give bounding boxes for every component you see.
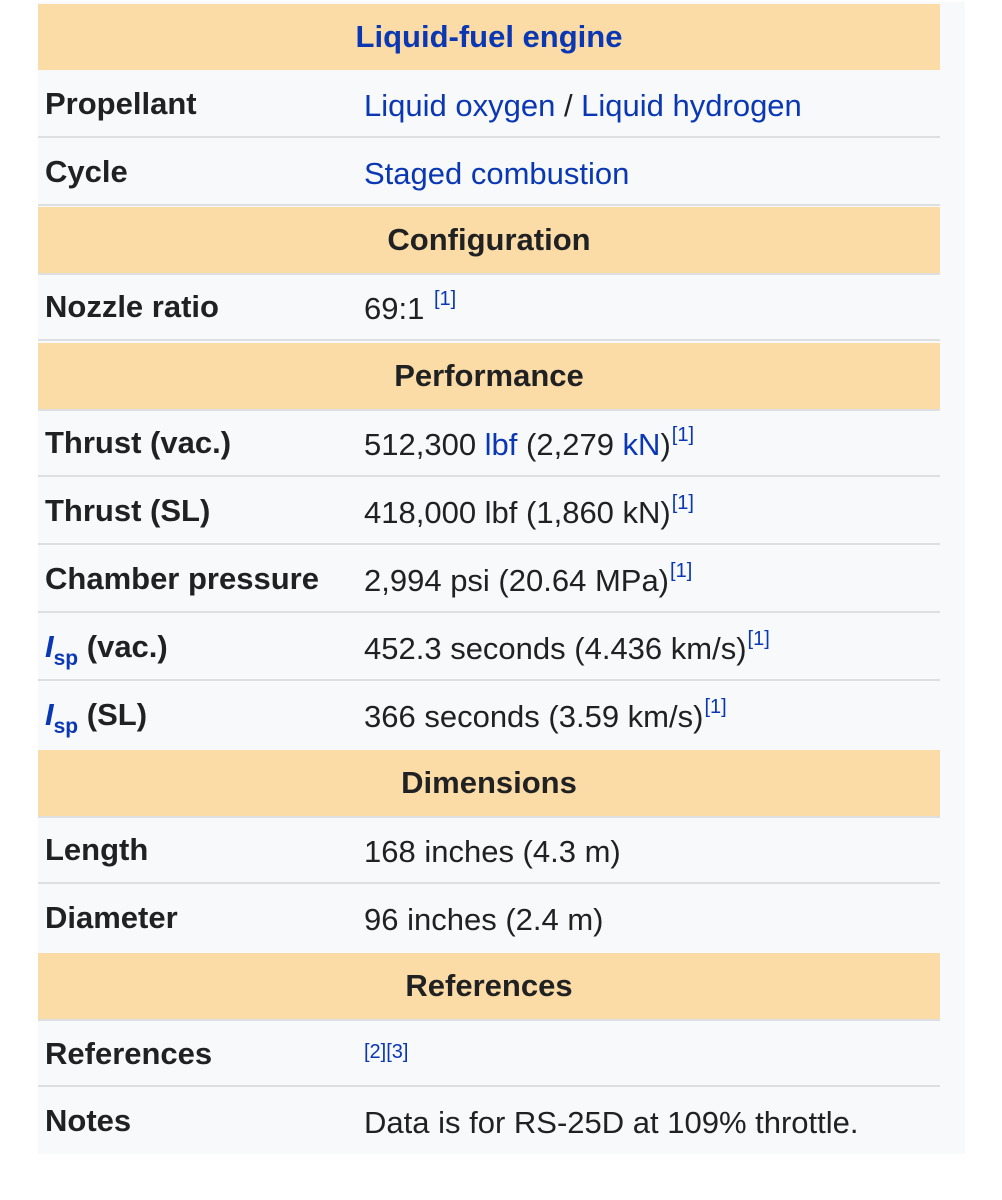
infobox-title-text[interactable]: Liquid-fuel engine (355, 19, 623, 54)
length-label: Length (45, 832, 149, 867)
cycle-value (364, 141, 940, 207)
propellant-label: Propellant (45, 86, 197, 121)
kn-link[interactable]: kN (622, 427, 661, 462)
thrust-vac-close: ) (660, 427, 671, 462)
row-notes (38, 1089, 940, 1155)
diameter-label: Diameter (45, 900, 178, 935)
row-isp-vac (38, 615, 940, 681)
configuration-header: Configuration (387, 222, 591, 257)
citation-link[interactable]: [2] (364, 1041, 387, 1063)
citation-link[interactable]: [1] (433, 288, 457, 310)
chamber-pressure-value (364, 548, 940, 614)
row-length (38, 818, 940, 884)
isp-vac-suffix: (vac.) (78, 629, 168, 664)
liquid-hydrogen-link[interactable]: Liquid hydrogen (581, 88, 802, 123)
isp-sl-suffix: (SL) (78, 697, 148, 732)
infobox-edge (940, 2, 965, 1154)
staged-combustion-link[interactable]: Staged combustion (364, 156, 630, 191)
isp-vac-value (364, 616, 940, 682)
chamber-pressure-text: 2,994 psi (20.64 MPa) (364, 563, 670, 598)
row-chamber-pressure (38, 547, 940, 613)
thrust-vac-metric: (2,279 (517, 427, 623, 462)
chamber-pressure-label: Chamber pressure (45, 561, 319, 596)
cycle-label: Cycle (45, 154, 128, 189)
thrust-sl-label: Thrust (SL) (45, 493, 211, 528)
thrust-vac-value (364, 412, 940, 478)
notes-label: Notes (45, 1103, 132, 1138)
isp-sl-value (364, 684, 940, 750)
isp-subscript[interactable]: sp (53, 715, 79, 738)
isp-vac-label (45, 614, 355, 680)
propellant-separator: / (555, 88, 582, 123)
thrust-sl-text: 418,000 lbf (1,860 kN) (364, 495, 671, 530)
citation-link[interactable]: [3] (386, 1041, 409, 1063)
lbf-link[interactable]: lbf (484, 427, 518, 462)
citation-link[interactable]: [1] (671, 424, 695, 446)
row-isp-sl (38, 683, 940, 749)
citation-link[interactable]: [1] (670, 560, 693, 582)
row-propellant (38, 72, 940, 138)
section-dimensions (38, 750, 940, 816)
row-nozzle-ratio (38, 275, 940, 341)
references-value (364, 1021, 940, 1087)
row-diameter (38, 886, 940, 952)
thrust-vac-number: 512,300 (364, 427, 485, 462)
row-references (38, 1021, 940, 1087)
infobox-title[interactable] (38, 4, 940, 70)
row-thrust-vac (38, 411, 940, 477)
nozzle-ratio-value (364, 276, 940, 342)
propellant-value (364, 73, 940, 139)
section-configuration (38, 207, 940, 273)
citation-link[interactable]: [1] (747, 628, 770, 650)
nozzle-ratio-text: 69:1 (364, 291, 433, 326)
liquid-oxygen-link[interactable]: Liquid oxygen (364, 88, 556, 123)
thrust-vac-label: Thrust (vac.) (45, 425, 232, 460)
nozzle-ratio-label: Nozzle ratio (45, 289, 219, 324)
references-label: References (45, 1036, 213, 1071)
isp-subscript[interactable]: sp (53, 647, 79, 670)
thrust-sl-value (364, 480, 940, 546)
isp-sl-label (45, 682, 355, 748)
section-references (38, 953, 940, 1019)
performance-header: Performance (394, 358, 584, 393)
isp-link[interactable]: I (45, 629, 54, 664)
section-performance (38, 343, 940, 409)
diameter-value: 96 inches (2.4 m) (364, 902, 604, 937)
row-thrust-sl (38, 479, 940, 545)
notes-value: Data is for RS-25D at 109% throttle. (364, 1105, 859, 1140)
citation-link[interactable]: [1] (704, 696, 727, 718)
row-cycle (38, 140, 940, 206)
isp-link[interactable]: I (45, 697, 54, 732)
citation-link[interactable]: [1] (671, 492, 694, 514)
length-value: 168 inches (4.3 m) (364, 834, 621, 869)
isp-sl-text: 366 seconds (3.59 km/s) (364, 699, 704, 734)
isp-vac-text: 452.3 seconds (4.436 km/s) (364, 631, 747, 666)
references-header: References (405, 968, 573, 1003)
dimensions-header: Dimensions (401, 765, 577, 800)
